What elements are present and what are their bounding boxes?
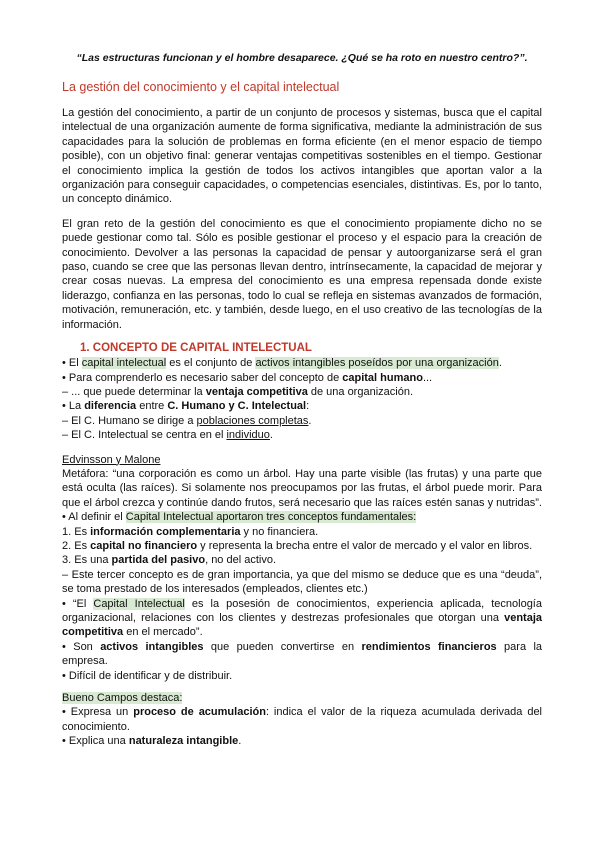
list-item: • Son activos intangibles que pueden convertirse en rendimientos financieros para la empresa. bbox=[62, 640, 543, 668]
list-item: – El C. Intelectual se centra en el individuo. bbox=[62, 429, 273, 442]
document-page bbox=[62, 52, 542, 749]
list-item: – Este tercer concepto es de gran importancia, ya que del mismo se deduce que es una “deuda”, se toma prestado de los interesados (empleados, clientes etc.) bbox=[62, 568, 542, 596]
section-heading-capital-intelectual: 1. CONCEPTO DE CAPITAL INTELECTUAL bbox=[80, 342, 312, 355]
metaphor-paragraph: Metáfora: “una corporación es como un árbol. Hay una parte visible (las frutas) y una parte que está oculta (las raíces). Si solamente nos preocupamos por las frutas, el árbol puede morir. Para que el árbol crezca y continúe dando frutos, será necesario que las raíces estén sanas y nutridas”. bbox=[62, 467, 542, 509]
subheading-bueno-campos: Bueno Campos destaca: bbox=[62, 692, 183, 705]
list-item: 2. Es capital no financiero y representa la brecha entre el valor de mercado y el valor en libros. bbox=[62, 539, 533, 552]
list-item: • Explica una naturaleza intangible. bbox=[62, 735, 242, 748]
page-title: La gestión del conocimiento y el capital intelectual bbox=[62, 80, 340, 94]
list-item: • Para comprenderlo es necesario saber del concepto de capital humano... bbox=[62, 371, 433, 384]
list-item: • “El Capital Intelectual es la posesión de conocimientos, experiencia aplicada, tecnología organizacional, relaciones con los clientes y destrezas profesionales que otorgan una ventaja competitiva en el mercado”. bbox=[62, 597, 542, 639]
highlight: Capital Intelectual bbox=[93, 597, 185, 610]
list-item: 3. Es una partida del pasivo, no del activo. bbox=[62, 554, 277, 567]
list-item: 1. Es información complementaria y no financiera. bbox=[62, 525, 319, 538]
list-item: • Expresa un proceso de acumulación: indica el valor de la riqueza acumulada derivada del conocimiento. bbox=[62, 706, 543, 733]
list-item: – El C. Humano se dirige a poblaciones completas. bbox=[62, 414, 312, 427]
list-item: • El capital intelectual es el conjunto de activos intangibles poseídos por una organización. bbox=[62, 357, 502, 370]
intro-paragraph-2: El gran reto de la gestión del conocimiento es que el conocimiento propiamente dicho no se puede gestionar como tal. Sólo es posible gestionar el proceso y el espacio para la creación de conocimiento. Devolver a las personas la capacidad de pensar y autoorganizarse será el gran paso, cuando se cree que las personas llevan dentro, intrínsecamente, la capacidad de mejorar y crear cosas nuevas. La empresa del conocimiento es una empresa repensada donde existe liderazgo, confianza en las personas, todo lo cual se refleja en sistemas avanzados de formación, motivación, remuneración, etc. y también, desde luego, en el uso creativo de las tecnologías de la información. bbox=[62, 217, 542, 331]
list-item: • Difícil de identificar y de distribuir. bbox=[62, 669, 233, 682]
highlight: capital intelectual bbox=[81, 357, 167, 370]
subheading-edvinsson-malone: Edvinsson y Malone bbox=[62, 453, 161, 466]
list-item: – ... que puede determinar la ventaja competitiva de una organización. bbox=[62, 385, 413, 398]
epigraph-quote: “Las estructuras funcionan y el hombre desaparece. ¿Qué se ha roto en nuestro centro?”. bbox=[76, 52, 528, 64]
highlight: activos intangibles poseídos por una organización bbox=[255, 357, 499, 370]
highlight: Capital Intelectual aportaron tres conceptos fundamentales: bbox=[125, 511, 417, 524]
intro-paragraph-1: La gestión del conocimiento, a partir de un conjunto de procesos y sistemas, busca que el capital intelectual de una organización aumente de forma significativa, mediante la administración de sus capacidades para la solución de problemas en forma eficiente (en el menor espacio de tiempo posible), con un objetivo final: generar ventajas competitivas sostenibles en el tiempo. Gestionar el conocimiento implica la gestión de todos los activos intangibles que aportan valor a la organización para conseguir capacidades, o competencias esenciales, distintivas. Es, por lo tanto, un concepto dinámico. bbox=[62, 107, 542, 206]
list-item: • La diferencia entre C. Humano y C. Intelectual: bbox=[62, 400, 310, 413]
list-item: • Al definir el Capital Intelectual aportaron tres conceptos fundamentales: bbox=[62, 511, 417, 524]
